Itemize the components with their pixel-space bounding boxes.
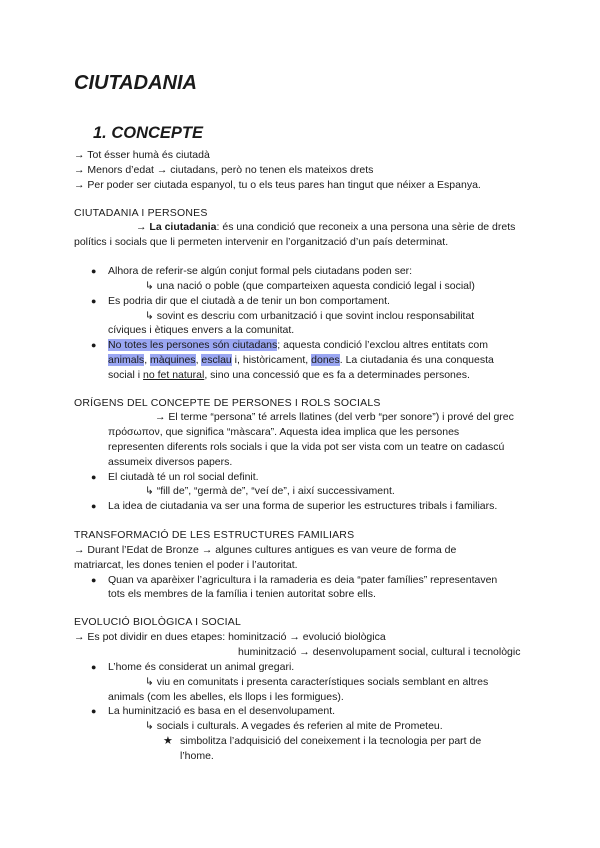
evolucio-line-2: huminització → desenvolupament social, cultural i tecnològic [238,646,521,658]
persones-bullet-1-sub: ↳ una nació o poble (que comparteixen aquesta condició legal i social) [145,280,475,292]
section-heading-origens: ORÍGENS DEL CONCEPTE DE PERSONES I ROLS SOCIALS [74,397,381,409]
persones-bullet-3-line-2 [108,353,494,368]
bold-term: La ciutadania [149,221,217,233]
bullet-icon: ● [91,662,97,672]
evolucio-line-1: → Es pot dividir en dues etapes: hominització → evolució biològica [74,631,386,643]
origens-bullet-1: El ciutadà té un rol social definit. [108,471,259,483]
evolucio-bullet-1: L’home és considerat un animal gregari. [108,661,295,673]
bullet-icon: ● [91,296,97,306]
section-heading-evolucio: EVOLUCIÓ BIOLÒGICA I SOCIAL [74,616,242,628]
underlined-text: no fet natural [143,369,205,381]
persones-bullet-3-line-3 [108,368,470,383]
bullet-icon: ● [91,575,97,585]
origens-line-3: representen diferents rols socials i que la vida pot ser vista com un teatre on cadascú [108,441,505,453]
transformacio-line-1: → Durant l’Edat de Bronze → algunes cultures antigues es van veure de forma de [74,544,457,556]
plain-text: social i [108,369,144,381]
persones-bullet-3 [108,338,488,353]
origens-line-1: → El terme “persona” té arrels llatines (del verb “per sonore”) i prové del grec [155,411,514,423]
transformacio-line-2: matriarcat, les dones tenien el poder i l’autoritat. [74,559,298,571]
persones-bullet-2: Es podria dir que el ciutadà a de tenir un bon comportament. [108,295,390,307]
bullet-icon: ● [91,501,97,511]
separator-text: , [195,354,202,366]
section-heading-concepte: 1. CONCEPTE [93,124,204,142]
highlight-text: No totes les persones són ciutadans [108,339,278,351]
concepte-line-1: → Tot ésser humà és ciutadà [74,149,210,161]
evolucio-star-line-1: simbolitza l’adquisició del coneixement i la tecnologia per part de [180,735,482,747]
highlight-text: esclau [201,354,232,366]
persones-bullet-2-sub-2: cíviques i ètiques envers a la comunitat. [108,324,295,336]
persones-intro-line-1 [136,220,515,235]
plain-text: , sino una concessió que es fa a determinades persones. [204,369,470,381]
section-heading-persones: CIUTADANIA I PERSONES [74,207,208,219]
bullet-3-rest: ; aquesta condició l’exclou altres entitats com [277,339,488,351]
plain-text: . La ciutadania és una conquesta [339,354,494,366]
highlight-text: animals [108,354,145,366]
origens-line-2: πρόσωπον, que significa “màscara”. Aquesta idea implica que les persones [108,426,460,438]
bullet-icon: ● [91,472,97,482]
persones-bullet-2-sub-1: ↳ sovint es descriu com urbanització i que sovint inclou responsabilitat [145,310,475,322]
origens-bullet-1-sub: ↳ “fill de”, “germà de”, “veí de”, i així successivament. [145,485,395,497]
arrow-text: → [136,221,150,233]
transformacio-bullet-1: Quan va aparèixer l’agricultura i la ramaderia es deia “pater famílies” representaven [108,574,498,586]
evolucio-bullet-1-sub: ↳ viu en comunitats i presenta característiques socials semblant en altres [145,676,489,688]
bullet-icon: ● [91,340,97,350]
evolucio-bullet-2-sub: ↳ socials i culturals. A vegades és referien al mite de Prometeu. [145,720,443,732]
evolucio-star-line-2: l’home. [180,750,214,762]
evolucio-bullet-1-sub-2: animals (com les abelles, els llops i les formigues). [108,691,344,703]
star-icon: ★ [163,735,173,747]
highlight-text: dones [311,354,340,366]
intro-rest: : és una condició que reconeix a una persona una sèrie de drets [216,221,516,233]
separator-text: , [144,354,151,366]
transformacio-bullet-1-line-2: tots els membres de la família i tenien autoritat sobre ells. [108,588,376,600]
persones-intro-line-2: polítics i socials que li permeten intervenir en l’organització d’un país determinat. [74,236,449,248]
persones-bullet-1: Alhora de referir-se algún conjut formal pels ciutadans poden ser: [108,265,413,277]
evolucio-bullet-2: La huminització es basa en el desenvolupament. [108,705,336,717]
origens-line-4: assumeix diversos papers. [108,456,233,468]
document-title: CIUTADANIA [74,72,197,94]
bullet-icon: ● [91,266,97,276]
origens-bullet-2: La idea de ciutadania va ser una forma de superior les estructures tribals i familiars. [108,500,498,512]
concepte-line-2: → Menors d’edat → ciutadans, però no tenen els mateixos drets [74,164,374,176]
bullet-icon: ● [91,706,97,716]
concepte-line-3: → Per poder ser ciutada espanyol, tu o els teus pares han tingut que néixer a Espanya. [74,179,481,191]
section-heading-transformacio: TRANSFORMACIÓ DE LES ESTRUCTURES FAMILIARS [74,529,355,541]
plain-text: i, històricament, [231,354,312,366]
highlight-text: màquines [150,354,196,366]
